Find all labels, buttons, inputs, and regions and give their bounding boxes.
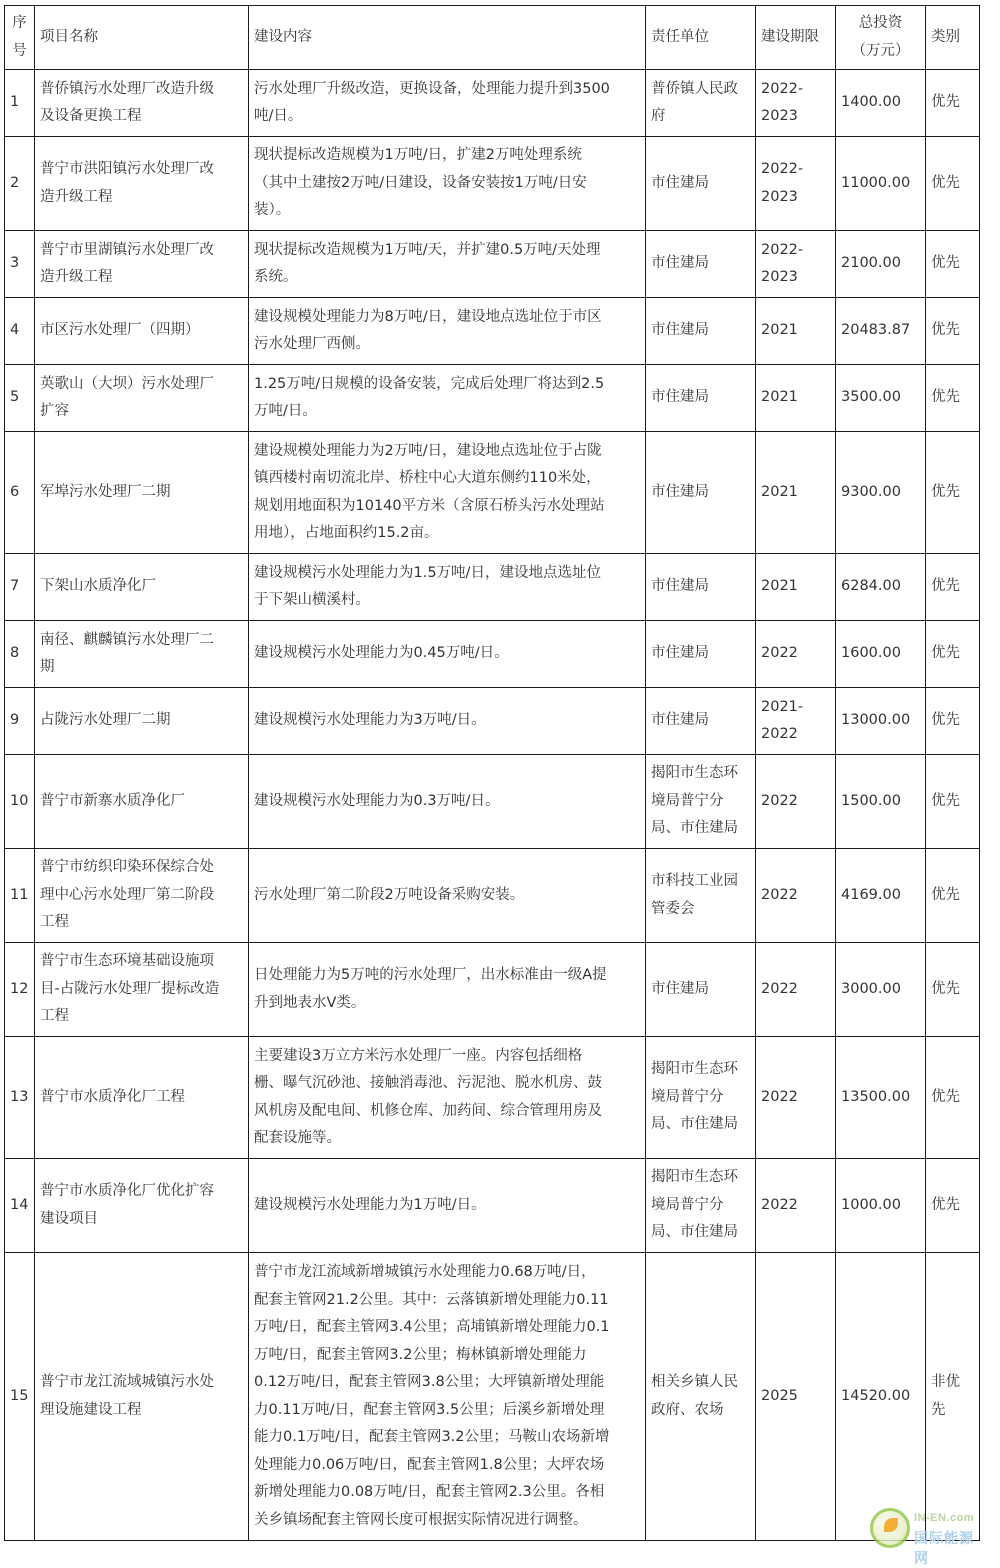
- header-project-name: 项目名称: [35, 6, 249, 70]
- project-category: 非优 先: [926, 1253, 980, 1541]
- project-name: 市区污水处理厂（四期）: [35, 298, 249, 365]
- project-name: 普宁市水质净化厂优化扩容 建设项目: [35, 1159, 249, 1253]
- construction-content: 普宁市龙江流域新增城镇污水处理能力0.68万吨/日， 配套主管网21.2公里。其中：云落镇新增处理能力0.11 万吨/日，配套主管网3.4公里；高埔镇新增处理能力0.1 万吨/日，配套主管网3.2公里；梅林镇新增处理能力 0.12万吨/日，配套主管网3.8公里；大坪镇新增处理能 力0.11万吨/日，配套主管网3.5公里；后溪乡新增处理 能力0.1万吨/日，配套主管网3.2公里；马鞍山农场新增 处理能力0.06万吨/日，配套主管网1.8公里；大坪农场 新增处理能力0.08万吨/日，配套主管网2.3公里。各相 关乡镇场配套主管网长度可根据实际情况进行调整。: [249, 1253, 646, 1541]
- construction-content: 日处理能力为5万吨的污水处理厂，出水标准由一级A提 升到地表水V类。: [249, 943, 646, 1037]
- row-index: 13: [5, 1037, 35, 1159]
- row-index: 10: [5, 755, 35, 849]
- table-row: [5, 365, 980, 432]
- total-investment: 13000.00: [836, 688, 926, 755]
- construction-content: 现状提标改造规模为1万吨/日，扩建2万吨处理系统 （其中土建按2万吨/日建设，设备安装按1万吨/日安 装）。: [249, 137, 646, 231]
- watermark-site-name: 国际能源网: [914, 1531, 974, 1567]
- project-name: 军埠污水处理厂二期: [35, 432, 249, 554]
- project-name: 普宁市水质净化厂工程: [35, 1037, 249, 1159]
- project-category: 优先: [926, 365, 980, 432]
- site-watermark: [870, 1504, 988, 1567]
- responsible-unit: 普侨镇人民政 府: [646, 70, 756, 137]
- row-index: 15: [5, 1253, 35, 1541]
- project-category: 优先: [926, 688, 980, 755]
- construction-period: 2022: [756, 1037, 836, 1159]
- project-name: 普宁市洪阳镇污水处理厂改 造升级工程: [35, 137, 249, 231]
- construction-period: 2021: [756, 298, 836, 365]
- table-row: [5, 1253, 980, 1541]
- row-index: 1: [5, 70, 35, 137]
- table-row: [5, 432, 980, 554]
- total-investment: 9300.00: [836, 432, 926, 554]
- total-investment: 2100.00: [836, 231, 926, 298]
- construction-period: 2022: [756, 621, 836, 688]
- project-category: 优先: [926, 755, 980, 849]
- row-index: 4: [5, 298, 35, 365]
- construction-content: 建设规模污水处理能力为1.5万吨/日，建设地点选址位 于下架山横溪村。: [249, 554, 646, 621]
- construction-content: 主要建设3万立方米污水处理厂一座。内容包括细格 栅、曝气沉砂池、接触消毒池、污泥池、脱水机房、鼓 风机房及配电间、机修仓库、加药间、综合管理用房及 配套设施等。: [249, 1037, 646, 1159]
- construction-content: 建设规模污水处理能力为0.45万吨/日。: [249, 621, 646, 688]
- row-index: 11: [5, 849, 35, 943]
- project-category: 优先: [926, 1159, 980, 1253]
- project-name: 普宁市新寨水质净化厂: [35, 755, 249, 849]
- project-category: 优先: [926, 943, 980, 1037]
- construction-period: 2022- 2023: [756, 70, 836, 137]
- project-category: 优先: [926, 137, 980, 231]
- responsible-unit: 市住建局: [646, 137, 756, 231]
- project-name: 普宁市龙江流域城镇污水处 理设施建设工程: [35, 1253, 249, 1541]
- construction-period: 2022- 2023: [756, 231, 836, 298]
- project-table: [4, 5, 980, 1541]
- row-index: 8: [5, 621, 35, 688]
- total-investment: 11000.00: [836, 137, 926, 231]
- project-category: 优先: [926, 849, 980, 943]
- construction-period: 2022: [756, 1159, 836, 1253]
- project-name: 下架山水质净化厂: [35, 554, 249, 621]
- header-index: 序 号: [5, 6, 35, 70]
- construction-content: 现状提标改造规模为1万吨/天，并扩建0.5万吨/天处理 系统。: [249, 231, 646, 298]
- project-name: 占陇污水处理厂二期: [35, 688, 249, 755]
- total-investment: 3000.00: [836, 943, 926, 1037]
- total-investment: 1600.00: [836, 621, 926, 688]
- table-row: [5, 298, 980, 365]
- construction-period: 2021: [756, 554, 836, 621]
- table-row: [5, 137, 980, 231]
- project-name: 南径、麒麟镇污水处理厂二 期: [35, 621, 249, 688]
- table-row: [5, 1037, 980, 1159]
- construction-content: 污水处理厂第二阶段2万吨设备采购安装。: [249, 849, 646, 943]
- row-index: 6: [5, 432, 35, 554]
- responsible-unit: 相关乡镇人民 政府、农场: [646, 1253, 756, 1541]
- table-row: [5, 554, 980, 621]
- project-category: 优先: [926, 554, 980, 621]
- header-row: [5, 6, 980, 70]
- responsible-unit: 揭阳市生态环 境局普宁分 局、市住建局: [646, 755, 756, 849]
- total-investment: 6284.00: [836, 554, 926, 621]
- header-investment: 总投资 （万元）: [836, 6, 926, 70]
- project-name: 普宁市纺织印染环保综合处 理中心污水处理厂第二阶段 工程: [35, 849, 249, 943]
- project-category: 优先: [926, 432, 980, 554]
- total-investment: 14520.00: [836, 1253, 926, 1541]
- total-investment: 4169.00: [836, 849, 926, 943]
- responsible-unit: 市住建局: [646, 365, 756, 432]
- project-category: 优先: [926, 621, 980, 688]
- responsible-unit: 揭阳市生态环 境局普宁分 局、市住建局: [646, 1037, 756, 1159]
- responsible-unit: 市住建局: [646, 688, 756, 755]
- row-index: 12: [5, 943, 35, 1037]
- total-investment: 3500.00: [836, 365, 926, 432]
- total-investment: 1500.00: [836, 755, 926, 849]
- project-category: 优先: [926, 70, 980, 137]
- table-row: [5, 70, 980, 137]
- row-index: 3: [5, 231, 35, 298]
- header-period: 建设期限: [756, 6, 836, 70]
- watermark-domain: IN-EN.com: [914, 1512, 975, 1524]
- construction-content: 建设规模处理能力为8万吨/日，建设地点选址位于市区 污水处理厂西侧。: [249, 298, 646, 365]
- construction-period: 2022: [756, 849, 836, 943]
- construction-content: 污水处理厂升级改造，更换设备，处理能力提升到3500 吨/日。: [249, 70, 646, 137]
- construction-content: 建设规模污水处理能力为1万吨/日。: [249, 1159, 646, 1253]
- responsible-unit: 市住建局: [646, 621, 756, 688]
- construction-period: 2021: [756, 432, 836, 554]
- responsible-unit: 揭阳市生态环 境局普宁分 局、市住建局: [646, 1159, 756, 1253]
- construction-period: 2022: [756, 755, 836, 849]
- construction-period: 2021- 2022: [756, 688, 836, 755]
- project-category: 优先: [926, 1037, 980, 1159]
- table-row: [5, 849, 980, 943]
- construction-period: 2025: [756, 1253, 836, 1541]
- row-index: 14: [5, 1159, 35, 1253]
- table-row: [5, 755, 980, 849]
- header-type: 类别: [926, 6, 980, 70]
- responsible-unit: 市住建局: [646, 432, 756, 554]
- project-category: 优先: [926, 298, 980, 365]
- total-investment: 1400.00: [836, 70, 926, 137]
- row-index: 9: [5, 688, 35, 755]
- construction-period: 2021: [756, 365, 836, 432]
- row-index: 7: [5, 554, 35, 621]
- responsible-unit: 市住建局: [646, 298, 756, 365]
- construction-content: 建设规模污水处理能力为0.3万吨/日。: [249, 755, 646, 849]
- responsible-unit: 市住建局: [646, 943, 756, 1037]
- project-name: 普宁市里湖镇污水处理厂改 造升级工程: [35, 231, 249, 298]
- project-name: 普宁市生态环境基础设施项 目-占陇污水处理厂提标改造 工程: [35, 943, 249, 1037]
- table-row: [5, 943, 980, 1037]
- project-category: 优先: [926, 231, 980, 298]
- table-row: [5, 621, 980, 688]
- row-index: 5: [5, 365, 35, 432]
- construction-content: 建设规模污水处理能力为3万吨/日。: [249, 688, 646, 755]
- row-index: 2: [5, 137, 35, 231]
- table-row: [5, 231, 980, 298]
- responsible-unit: 市住建局: [646, 231, 756, 298]
- total-investment: 13500.00: [836, 1037, 926, 1159]
- total-investment: 20483.87: [836, 298, 926, 365]
- table-row: [5, 1159, 980, 1253]
- project-name: 普侨镇污水处理厂改造升级 及设备更换工程: [35, 70, 249, 137]
- responsible-unit: 市住建局: [646, 554, 756, 621]
- total-investment: 1000.00: [836, 1159, 926, 1253]
- construction-period: 2022: [756, 943, 836, 1037]
- header-unit: 责任单位: [646, 6, 756, 70]
- responsible-unit: 市科技工业园 管委会: [646, 849, 756, 943]
- project-name: 英歌山（大坝）污水处理厂 扩容: [35, 365, 249, 432]
- construction-content: 1.25万吨/日规模的设备安装，完成后处理厂将达到2.5 万吨/日。: [249, 365, 646, 432]
- construction-content: 建设规模处理能力为2万吨/日，建设地点选址位于占陇 镇西楼村南切流北岸、桥柱中心大道东侧约110米处， 规划用地面积为10140平方米（含原石桥头污水处理站 用地），占地面积约15.2亩。: [249, 432, 646, 554]
- header-content: 建设内容: [249, 6, 646, 70]
- table-row: [5, 688, 980, 755]
- construction-period: 2022- 2023: [756, 137, 836, 231]
